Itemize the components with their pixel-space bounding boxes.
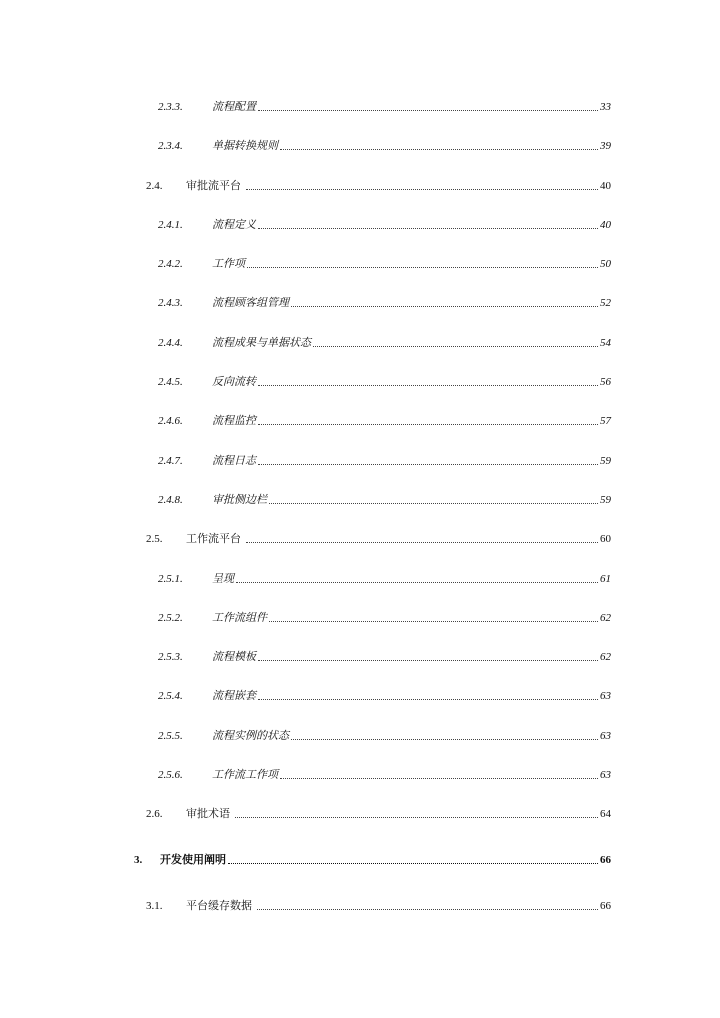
toc-entry-title: 流程监控 bbox=[212, 415, 256, 428]
toc-entry-page: 63 bbox=[600, 690, 611, 703]
toc-leader-dots bbox=[291, 739, 598, 740]
toc-entry-line[interactable] bbox=[158, 768, 611, 782]
toc-entry-number: 2.5.4. bbox=[158, 690, 183, 703]
toc-entry-line[interactable] bbox=[158, 493, 611, 507]
toc-entry-title: 流程成果与单据状态 bbox=[212, 336, 311, 349]
toc-entry-number: 2.4.6. bbox=[158, 415, 183, 428]
toc-leader-dots bbox=[258, 228, 598, 229]
toc-entry-number: 2.6. bbox=[146, 808, 163, 821]
toc-entry-page: 52 bbox=[600, 297, 611, 310]
toc-entry-number: 2.5.5. bbox=[158, 729, 183, 742]
toc-entry-line[interactable] bbox=[158, 454, 611, 468]
toc-entry-line[interactable] bbox=[158, 729, 611, 743]
toc-entry[interactable] bbox=[0, 336, 720, 375]
toc-entry-number: 2.3.4. bbox=[158, 140, 183, 153]
toc-leader-dots bbox=[246, 189, 598, 190]
toc-leader-dots bbox=[269, 503, 598, 504]
toc-entry-number: 2.5.1. bbox=[158, 572, 183, 585]
toc-entry-page: 62 bbox=[600, 651, 611, 664]
toc-entry-number: 2.4.5. bbox=[158, 376, 183, 389]
toc-entry-number: 2.4.4. bbox=[158, 336, 183, 349]
toc-leader-dots bbox=[228, 863, 598, 864]
toc-leader-dots bbox=[269, 621, 598, 622]
toc-entry[interactable] bbox=[0, 375, 720, 414]
toc-entry[interactable] bbox=[0, 179, 720, 218]
toc-entry[interactable] bbox=[0, 454, 720, 493]
toc-entry-line[interactable] bbox=[146, 179, 611, 193]
toc-entry-title: 工作项 bbox=[212, 258, 245, 271]
table-of-contents bbox=[0, 100, 720, 938]
toc-entry-page: 61 bbox=[600, 572, 611, 585]
toc-leader-dots bbox=[258, 699, 598, 700]
toc-entry-title: 流程日志 bbox=[212, 454, 256, 467]
toc-entry[interactable] bbox=[0, 853, 720, 899]
toc-entry-line[interactable] bbox=[146, 899, 611, 913]
toc-entry-number: 2.4. bbox=[146, 179, 163, 192]
toc-leader-dots bbox=[280, 149, 598, 150]
toc-entry-line[interactable] bbox=[158, 611, 611, 625]
toc-entry[interactable] bbox=[0, 807, 720, 846]
toc-entry-title: 审批侧边栏 bbox=[212, 493, 267, 506]
toc-entry[interactable] bbox=[0, 414, 720, 453]
toc-entry-line[interactable] bbox=[158, 650, 611, 664]
toc-entry-title: 工作流平台 bbox=[186, 533, 241, 546]
toc-entry-number: 3. bbox=[134, 853, 143, 866]
toc-entry-title: 审批流平台 bbox=[186, 179, 241, 192]
toc-entry-line[interactable] bbox=[158, 336, 611, 350]
toc-entry-number: 2.5. bbox=[146, 533, 163, 546]
toc-entry[interactable] bbox=[0, 493, 720, 532]
toc-entry-page: 59 bbox=[600, 454, 611, 467]
toc-entry-title: 平台缓存数据 bbox=[186, 899, 252, 912]
toc-entry-line[interactable] bbox=[158, 689, 611, 703]
toc-entry-page: 59 bbox=[600, 493, 611, 506]
toc-entry[interactable] bbox=[0, 899, 720, 938]
toc-entry-line[interactable] bbox=[158, 296, 611, 310]
toc-entry[interactable] bbox=[0, 100, 720, 139]
toc-entry-title: 反向流转 bbox=[212, 376, 256, 389]
toc-entry[interactable] bbox=[0, 689, 720, 728]
toc-entry-line[interactable] bbox=[158, 375, 611, 389]
toc-leader-dots bbox=[291, 306, 598, 307]
toc-entry-page: 54 bbox=[600, 336, 611, 349]
toc-leader-dots bbox=[257, 909, 598, 910]
toc-entry-line[interactable] bbox=[158, 257, 611, 271]
toc-entry-number: 2.5.2. bbox=[158, 611, 183, 624]
toc-entry-line[interactable] bbox=[158, 100, 611, 114]
toc-entry-number: 2.3.3. bbox=[158, 101, 183, 113]
toc-entry-line[interactable] bbox=[158, 414, 611, 428]
toc-entry[interactable] bbox=[0, 139, 720, 178]
toc-entry-number: 2.4.7. bbox=[158, 454, 183, 467]
toc-entry-number: 2.4.8. bbox=[158, 493, 183, 506]
toc-leader-dots bbox=[246, 542, 598, 543]
toc-entry-number: 3.1. bbox=[146, 899, 163, 912]
toc-entry-title: 流程嵌套 bbox=[212, 690, 256, 703]
toc-entry-line[interactable] bbox=[146, 532, 611, 546]
toc-entry-title: 流程定义 bbox=[212, 218, 256, 231]
toc-entry[interactable] bbox=[0, 218, 720, 257]
toc-entry-number: 2.5.3. bbox=[158, 651, 183, 664]
toc-entry[interactable] bbox=[0, 296, 720, 335]
toc-entry-title: 流程实例的状态 bbox=[212, 729, 289, 742]
toc-entry-title: 流程顾客组管理 bbox=[212, 297, 289, 310]
toc-entry-page: 63 bbox=[600, 769, 611, 782]
toc-leader-dots bbox=[235, 817, 598, 818]
toc-entry[interactable] bbox=[0, 768, 720, 807]
toc-entry-line[interactable] bbox=[158, 572, 611, 586]
toc-entry-title: 流程配置 bbox=[212, 101, 256, 113]
toc-entry[interactable] bbox=[0, 650, 720, 689]
toc-entry[interactable] bbox=[0, 572, 720, 611]
toc-leader-dots bbox=[313, 346, 598, 347]
toc-leader-dots bbox=[258, 385, 598, 386]
toc-entry-page: 33 bbox=[600, 101, 611, 113]
toc-entry-page: 66 bbox=[600, 853, 611, 866]
toc-entry-page: 63 bbox=[600, 729, 611, 742]
toc-entry-title: 审批术语 bbox=[186, 808, 230, 821]
toc-entry-page: 64 bbox=[600, 808, 611, 821]
toc-entry-title: 工作流组件 bbox=[212, 611, 267, 624]
toc-entry[interactable] bbox=[0, 729, 720, 768]
toc-leader-dots bbox=[280, 778, 598, 779]
toc-entry-title: 流程模板 bbox=[212, 651, 256, 664]
toc-entry-number: 2.4.1. bbox=[158, 218, 183, 231]
toc-leader-dots bbox=[258, 424, 598, 425]
toc-entry-page: 66 bbox=[600, 899, 611, 912]
toc-entry-number: 2.4.3. bbox=[158, 297, 183, 310]
toc-entry-line[interactable] bbox=[134, 853, 611, 867]
toc-leader-dots bbox=[258, 660, 598, 661]
toc-entry[interactable] bbox=[0, 257, 720, 296]
toc-leader-dots bbox=[258, 110, 598, 111]
toc-entry-title: 工作流工作项 bbox=[212, 769, 278, 782]
toc-entry[interactable] bbox=[0, 611, 720, 650]
toc-entry-number: 2.5.6. bbox=[158, 769, 183, 782]
toc-entry-line[interactable] bbox=[158, 139, 611, 153]
toc-leader-dots bbox=[236, 582, 598, 583]
toc-entry-number: 2.4.2. bbox=[158, 258, 183, 271]
toc-entry-title: 单据转换规则 bbox=[212, 140, 278, 153]
toc-entry[interactable] bbox=[0, 532, 720, 571]
toc-entry-line[interactable] bbox=[158, 218, 611, 232]
toc-entry-title: 呈现 bbox=[212, 572, 234, 585]
toc-entry-title: 开发使用阐明 bbox=[160, 853, 226, 866]
toc-entry-page: 40 bbox=[600, 218, 611, 231]
toc-entry-page: 39 bbox=[600, 140, 611, 153]
toc-entry-page: 56 bbox=[600, 376, 611, 389]
toc-leader-dots bbox=[247, 267, 598, 268]
toc-leader-dots bbox=[258, 464, 598, 465]
toc-entry-page: 62 bbox=[600, 611, 611, 624]
toc-entry-page: 50 bbox=[600, 258, 611, 271]
toc-entry-page: 40 bbox=[600, 179, 611, 192]
toc-entry-line[interactable] bbox=[146, 807, 611, 821]
toc-entry-page: 57 bbox=[600, 415, 611, 428]
toc-entry-page: 60 bbox=[600, 533, 611, 546]
